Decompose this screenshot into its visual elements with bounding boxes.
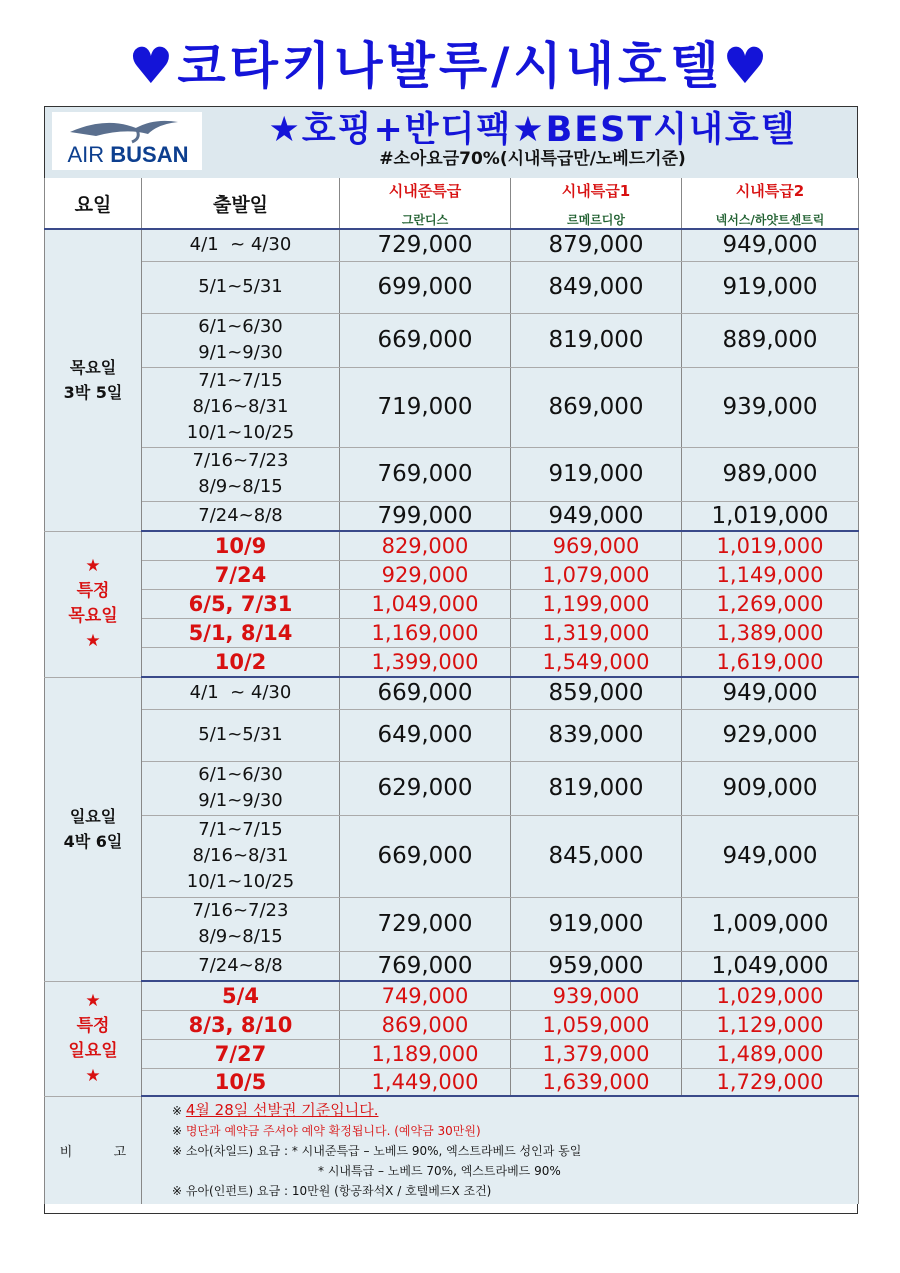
notes-row — [45, 1096, 859, 1204]
table-row — [45, 1068, 859, 1096]
day-group-label-line: ★ — [85, 631, 101, 651]
price-cell: 1,049,000 — [682, 951, 859, 981]
price-cell: 1,079,000 — [511, 560, 682, 589]
price-cell: 989,000 — [682, 447, 859, 501]
price-cell: 669,000 — [340, 313, 511, 367]
departure-date: 6/5, 7/31 — [188, 591, 293, 616]
price-cell: 1,149,000 — [682, 560, 859, 589]
table-row — [45, 618, 859, 647]
price-cell: 1,169,000 — [340, 618, 511, 647]
price-cell: 829,000 — [340, 531, 511, 560]
price-cell: 1,489,000 — [682, 1039, 859, 1068]
header-hotel: 시내특급2 넥서스/하얏트센트릭 — [682, 178, 859, 229]
price-cell: 1,009,000 — [682, 897, 859, 951]
departure-date: 7/24 — [214, 562, 267, 587]
table-row — [45, 897, 859, 951]
price-cell: 699,000 — [340, 261, 511, 313]
table-row — [45, 313, 859, 367]
day-group-label-line: ★ — [85, 556, 101, 576]
page-banner-title: ♥코타키나발루/시내호텔♥ — [128, 37, 772, 95]
day-group-label-line: 일요일 — [68, 1040, 118, 1061]
departure-date-cell — [142, 501, 340, 531]
price-cell: 919,000 — [511, 897, 682, 951]
table-row — [45, 951, 859, 981]
departure-date: 4/1 ~ 4/30 — [189, 682, 292, 704]
price-cell: 799,000 — [340, 501, 511, 531]
day-group-label — [45, 677, 142, 981]
departure-date: 6/1~6/30 — [198, 764, 283, 785]
price-cell: 839,000 — [511, 709, 682, 761]
table-row — [45, 501, 859, 531]
table-row — [45, 677, 859, 709]
price-cell: 949,000 — [682, 815, 859, 897]
note-line — [172, 1141, 858, 1161]
table-row — [45, 589, 859, 618]
departure-date: 5/1, 8/14 — [188, 620, 293, 645]
departure-date-cell — [142, 618, 340, 647]
header-hotel: 시내특급1 르메르디앙 — [511, 178, 682, 229]
note-text: 명단과 예약금 주셔야 예약 확정됩니다. (예약금 30만원) — [185, 1124, 481, 1138]
day-group-label-line: 목요일 — [68, 606, 118, 626]
departure-date-cell — [142, 815, 340, 897]
departure-date: 7/1~7/15 — [198, 819, 283, 840]
table-row — [45, 709, 859, 761]
day-group-label-line: 특정 — [76, 1015, 110, 1036]
departure-date-cell — [142, 313, 340, 367]
departure-date-cell — [142, 261, 340, 313]
departure-date-cell — [142, 951, 340, 981]
price-cell: 939,000 — [511, 981, 682, 1010]
price-cell: 629,000 — [340, 761, 511, 815]
price-cell: 909,000 — [682, 761, 859, 815]
day-group-label — [45, 981, 142, 1096]
departure-date-cell — [142, 229, 340, 261]
price-cell: 845,000 — [511, 815, 682, 897]
departure-date-cell — [142, 367, 340, 447]
table-row — [45, 447, 859, 501]
table-row — [45, 261, 859, 313]
table-row — [45, 367, 859, 447]
price-cell: 1,319,000 — [511, 618, 682, 647]
note-line — [172, 1161, 858, 1181]
price-cell: 1,639,000 — [511, 1068, 682, 1096]
departure-date: 10/1~10/25 — [186, 871, 295, 892]
departure-date: 7/24~8/8 — [198, 504, 283, 526]
departure-date: 10/5 — [214, 1069, 267, 1094]
price-cell: 819,000 — [511, 761, 682, 815]
price-cell: 949,000 — [682, 677, 859, 709]
price-cell: 1,049,000 — [340, 589, 511, 618]
header-date: 출발일 — [142, 178, 340, 229]
price-cell: 1,729,000 — [682, 1068, 859, 1096]
header-hotel: 시내준특급 그란디스 — [340, 178, 511, 229]
departure-date: 7/16~7/23 — [192, 450, 289, 471]
price-cell: 849,000 — [511, 261, 682, 313]
price-cell: 1,389,000 — [682, 618, 859, 647]
price-cell: 669,000 — [340, 677, 511, 709]
departure-date-cell — [142, 761, 340, 815]
table-row — [45, 560, 859, 589]
departure-date-cell — [142, 677, 340, 709]
table-row — [45, 761, 859, 815]
departure-date-cell — [142, 709, 340, 761]
promo-subtitle: #소아요금70%(시내특급만/노베드기준) — [379, 149, 686, 169]
price-table — [44, 178, 859, 1204]
day-group-label-line: 3박 5일 — [63, 383, 123, 403]
departure-date: 10/2 — [214, 649, 267, 674]
departure-date: 7/27 — [214, 1041, 267, 1066]
day-group-label-line: 목요일 — [69, 358, 117, 378]
price-cell: 1,199,000 — [511, 589, 682, 618]
departure-date: 5/1~5/31 — [198, 276, 283, 297]
departure-date: 7/16~7/23 — [192, 900, 289, 921]
table-row — [45, 815, 859, 897]
price-cell: 749,000 — [340, 981, 511, 1010]
price-cell: 1,379,000 — [511, 1039, 682, 1068]
table-row — [45, 531, 859, 560]
departure-date: 10/9 — [214, 533, 267, 558]
day-group-label-line: ★ — [85, 1065, 101, 1086]
price-cell: 1,019,000 — [682, 501, 859, 531]
departure-date: 5/1~5/31 — [198, 724, 283, 745]
departure-date: 7/1~7/15 — [198, 370, 283, 391]
table-row — [45, 1039, 859, 1068]
price-cell: 969,000 — [511, 531, 682, 560]
departure-date: 8/9~8/15 — [198, 476, 283, 497]
price-cell: 1,449,000 — [340, 1068, 511, 1096]
price-cell: 949,000 — [682, 229, 859, 261]
header-day: 요일 — [45, 178, 142, 229]
note-mark: ※ — [172, 1144, 186, 1158]
departure-date: 9/1~9/30 — [198, 342, 283, 363]
departure-date: 10/1~10/25 — [186, 422, 295, 443]
departure-date-cell — [142, 1039, 340, 1068]
price-cell: 669,000 — [340, 815, 511, 897]
day-group-label-line: ★ — [85, 990, 101, 1011]
price-cell: 1,029,000 — [682, 981, 859, 1010]
note-mark: ※ — [172, 1124, 186, 1138]
departure-date-cell — [142, 1010, 340, 1039]
departure-date-cell — [142, 560, 340, 589]
price-cell: 959,000 — [511, 951, 682, 981]
table-header-row — [45, 178, 859, 229]
promo-title: ★호핑+반디팩★BEST시내호텔 — [268, 110, 797, 150]
departure-date-cell — [142, 447, 340, 501]
departure-date: 8/9~8/15 — [198, 926, 283, 947]
table-row — [45, 229, 859, 261]
departure-date-cell — [142, 647, 340, 677]
price-cell: 1,059,000 — [511, 1010, 682, 1039]
departure-date: 5/4 — [222, 983, 259, 1008]
departure-date: 7/24~8/8 — [198, 954, 283, 976]
note-mark: ※ — [172, 1184, 186, 1198]
price-cell: 1,619,000 — [682, 647, 859, 677]
price-cell: 1,399,000 — [340, 647, 511, 677]
price-cell: 729,000 — [340, 897, 511, 951]
departure-date: 6/1~6/30 — [198, 316, 283, 337]
price-cell: 1,549,000 — [511, 647, 682, 677]
departure-date: 8/16~8/31 — [192, 396, 289, 417]
price-cell: 929,000 — [682, 709, 859, 761]
table-row — [45, 981, 859, 1010]
note-line — [172, 1121, 858, 1141]
day-group-label-line: 일요일 — [69, 807, 117, 826]
price-cell: 819,000 — [511, 313, 682, 367]
notes-body — [142, 1096, 859, 1204]
note-text: * 시내특급 – 노베드 70%, 엑스트라베드 90% — [318, 1164, 561, 1178]
day-group-label — [45, 229, 142, 531]
price-cell: 649,000 — [340, 709, 511, 761]
price-cell: 719,000 — [340, 367, 511, 447]
note-text: 소아(차일드) 요금 : * 시내준특급 – 노베드 90%, 엑스트라베드 성인과 동일 — [185, 1144, 582, 1158]
departure-date: 8/16~8/31 — [192, 845, 289, 866]
day-group-label-line: 특정 — [76, 581, 110, 601]
departure-date-cell — [142, 531, 340, 560]
price-cell: 859,000 — [511, 677, 682, 709]
table-row — [45, 647, 859, 677]
price-cell: 919,000 — [511, 447, 682, 501]
price-cell: 949,000 — [511, 501, 682, 531]
departure-date: 4/1 ~ 4/30 — [189, 234, 292, 256]
departure-date: 8/3, 8/10 — [188, 1012, 293, 1037]
price-cell: 889,000 — [682, 313, 859, 367]
price-cell: 1,189,000 — [340, 1039, 511, 1068]
departure-date-cell — [142, 589, 340, 618]
day-group-label-line: 4박 6일 — [63, 832, 123, 851]
note-text: 유아(인펀트) 요금 : 10만원 (항공좌석X / 호텔베드X 조건) — [185, 1184, 492, 1198]
price-cell: 769,000 — [340, 447, 511, 501]
note-mark: ※ — [172, 1104, 186, 1118]
price-cell: 869,000 — [511, 367, 682, 447]
price-cell: 769,000 — [340, 951, 511, 981]
note-text: 4월 28일 선발권 기준입니다. — [185, 1101, 379, 1119]
day-group-label — [45, 531, 142, 677]
note-line — [172, 1100, 858, 1121]
table-row — [45, 1010, 859, 1039]
price-cell: 939,000 — [682, 367, 859, 447]
departure-date-cell — [142, 981, 340, 1010]
notes-label: 비 고 — [45, 1096, 142, 1204]
departure-date: 9/1~9/30 — [198, 790, 283, 811]
note-line — [172, 1181, 858, 1201]
price-cell: 929,000 — [340, 560, 511, 589]
price-cell: 1,019,000 — [682, 531, 859, 560]
price-cell: 919,000 — [682, 261, 859, 313]
price-cell: 729,000 — [340, 229, 511, 261]
price-cell: 1,269,000 — [682, 589, 859, 618]
departure-date-cell — [142, 1068, 340, 1096]
price-cell: 1,129,000 — [682, 1010, 859, 1039]
price-cell: 869,000 — [340, 1010, 511, 1039]
departure-date-cell — [142, 897, 340, 951]
logo-wordmark: AIR BUSAN — [67, 142, 189, 167]
price-cell: 879,000 — [511, 229, 682, 261]
